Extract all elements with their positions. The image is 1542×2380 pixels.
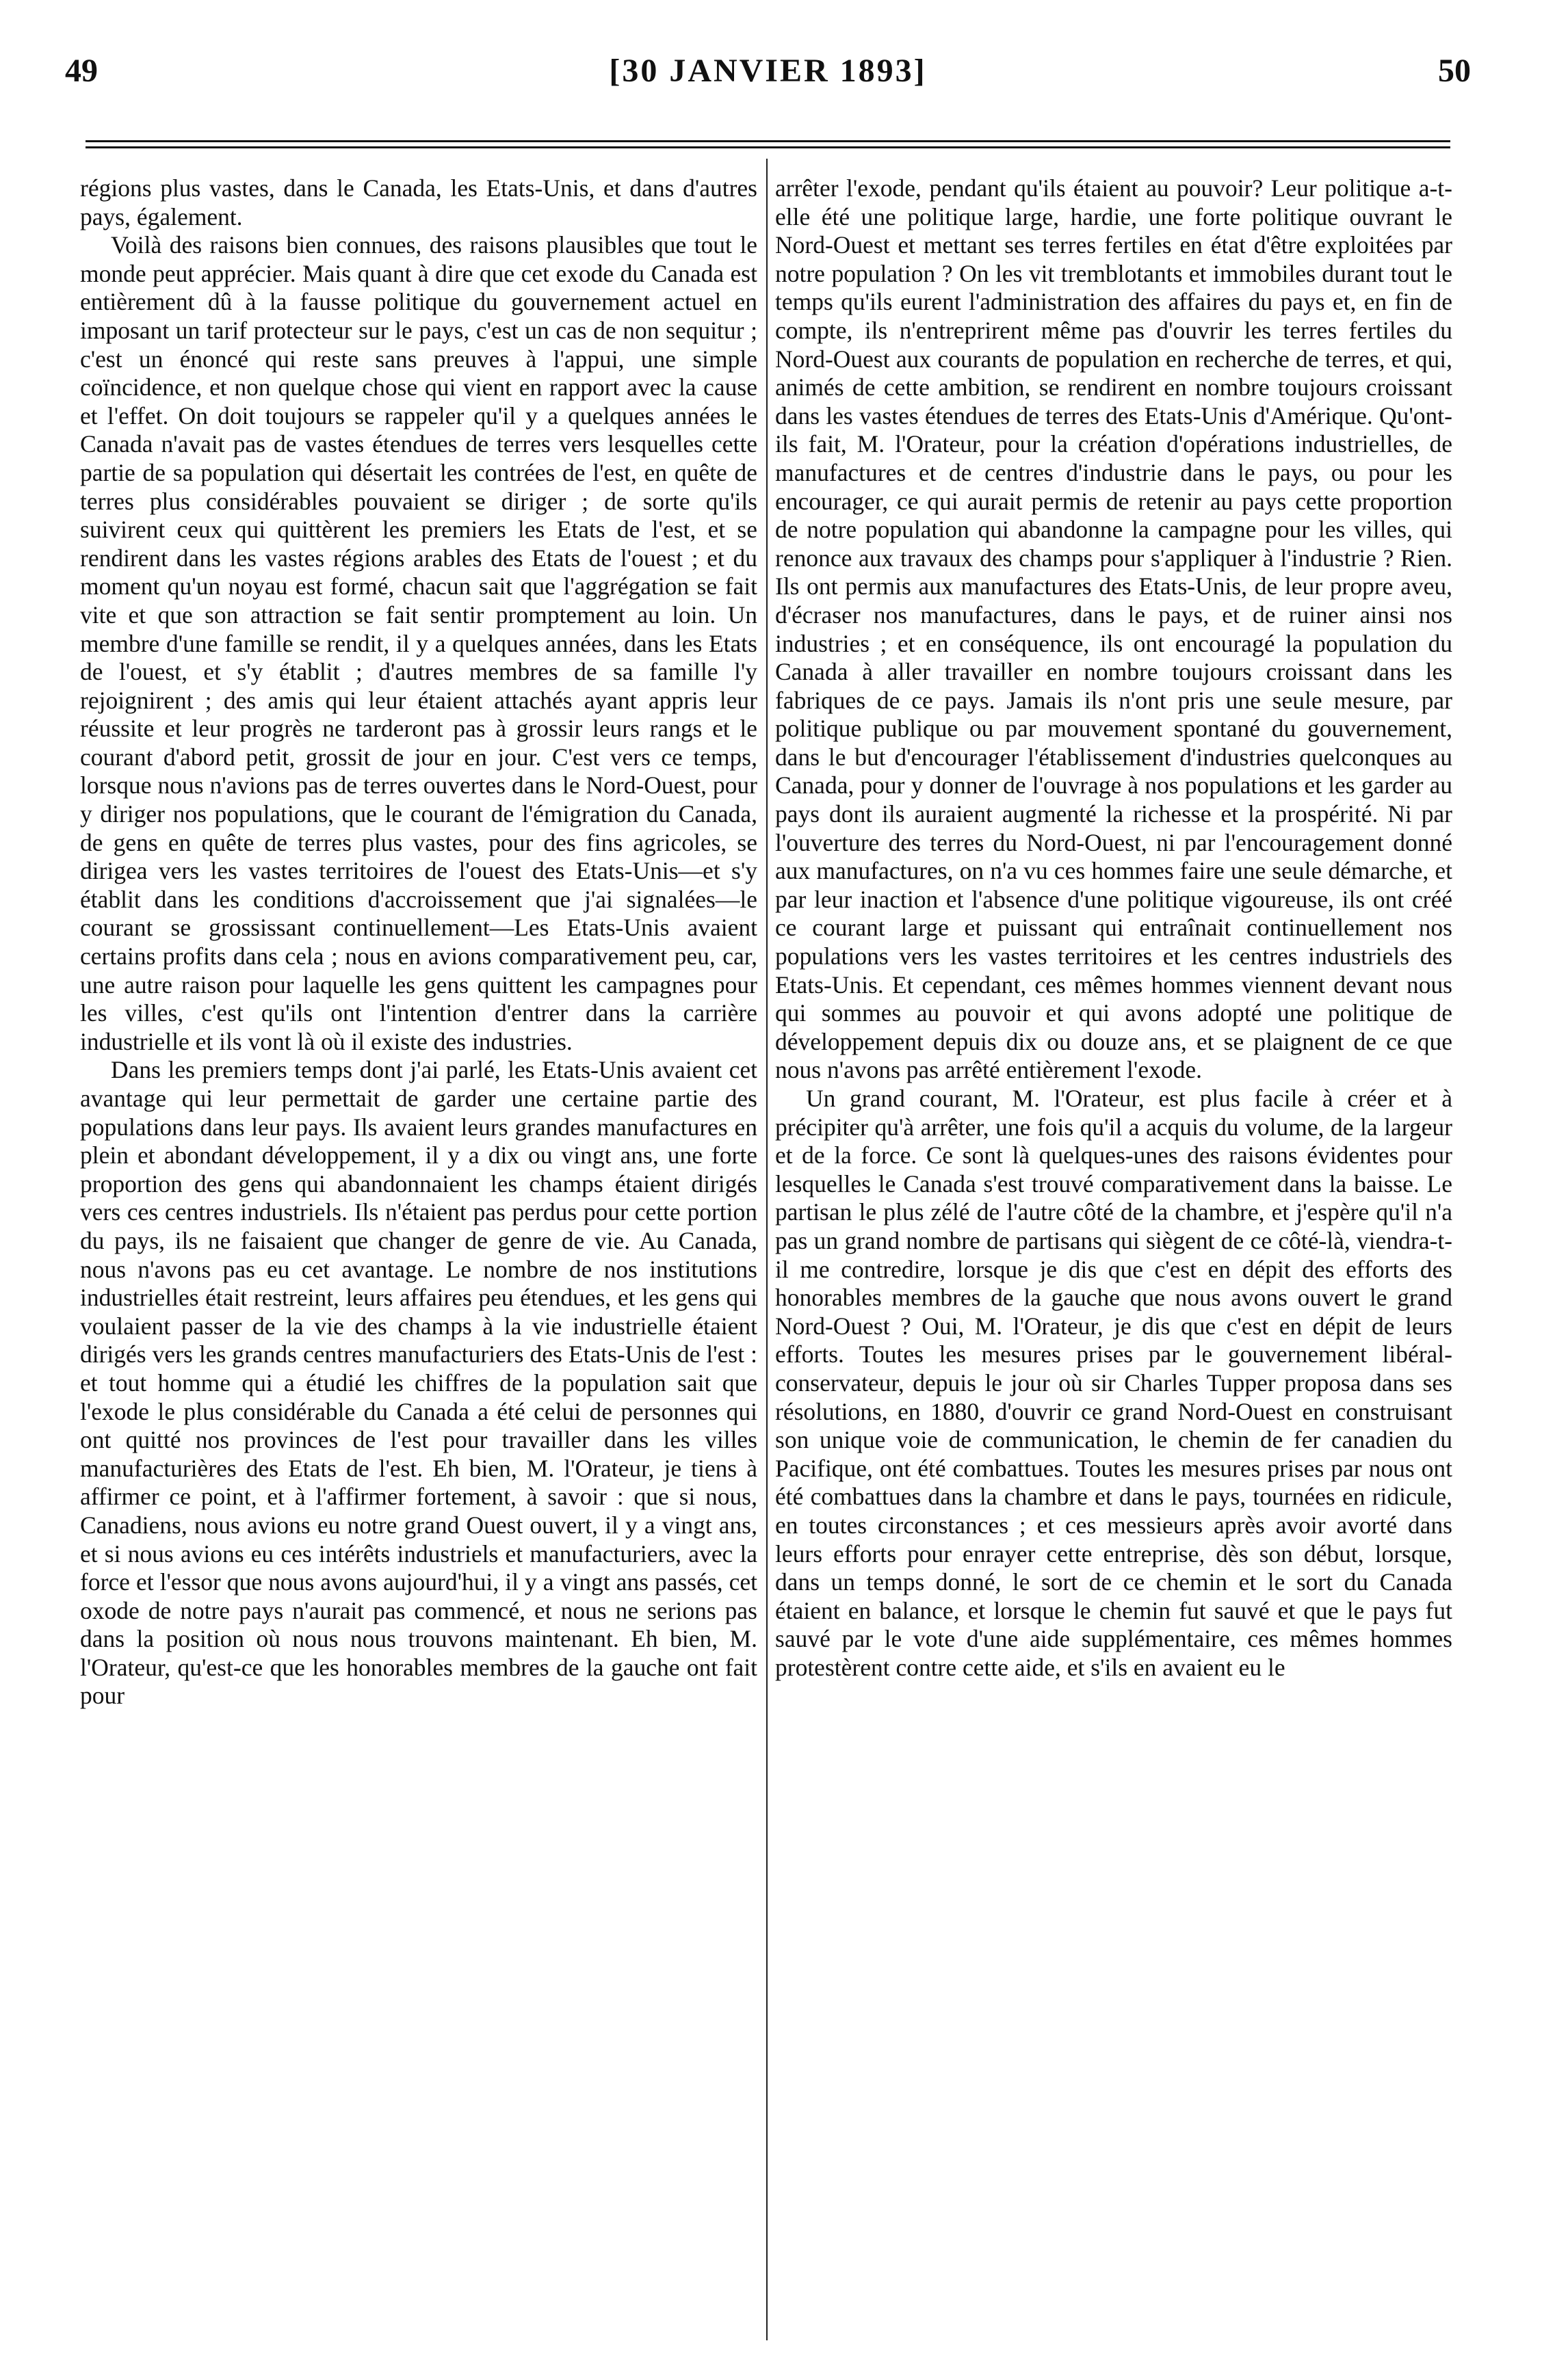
column-divider [766,159,768,2340]
paragraph: régions plus vastes, dans le Canada, les Etats-Unis, et dans d'autres pays, également. [80,174,757,230]
paragraph: Dans les premiers temps dont j'ai parlé, les Etats-Unis avaient cet avantage qui leur permettait de garder une certaine partie des populations dans leur pays. Ils avaient leurs grandes manufactures en plein et abondant développement, il y a dix ou vingt ans, une forte proportion des gens qui abandonnaient les champs étaient dirigés vers ces centres industriels. Ils n'étaient pas perdus pour cette portion du pays, ils ne faisaient que changer de genre de vie. Au Canada, nous n'avons pas eu cet avantage. Le nombre de nos institutions industrielles était restreint, leurs affaires peu étendues, et les gens qui voulaient passer de la vie des champs à la vie industrielle étaient dirigés vers les grands centres manufacturiers des Etats-Unis de l'est : et tout homme qui a étudié les chiffres de la population sait que l'exode le plus considérable du Canada a été celui de personnes qui ont quitté nos provinces de l'est pour travailler dans les villes manufacturières des Etats de l'est. Eh bien, M. l'Orateur, je tiens à affirmer ce point, et à l'affirmer fortement, à savoir : que si nous, Canadiens, nous avions eu notre grand Ouest ouvert, il y a vingt ans, et si nous avions eu ces intérêts industriels et manufacturiers, avec la force et l'essor que nous avons aujourd'hui, il y a vingt ans passés, cet oxode de notre pays n'aurait pas commencé, et nous ne serions pas dans la position où nous nous trouvons maintenant. Eh bien, M. l'Orateur, qu'est-ce que les honorables membres de la gauche ont fait pour [80,1056,757,1710]
page-header [65,52,1471,114]
session-date: [30 JANVIER 1893] [609,53,927,89]
paragraph: Un grand courant, M. l'Orateur, est plus facile à créer et à précipiter qu'à arrêter, une fois qu'il a acquis du volume, de la largeur et de la force. Ce sont là quelques-unes des raisons évidentes pour lesquelles le Canada s'est trouvé comparativement dans la baisse. Le partisan le plus zélé de l'autre côté de la chambre, et j'espère qu'il n'a pas un grand nombre de partisans qui siègent de ce côté-là, viendra-t-il me contredire, lorsque je dis que c'est en dépit des efforts des honorables membres de la gauche que nous avons ouvert le grand Nord-Ouest ? Oui, M. l'Orateur, je dis que c'est en dépit de leurs efforts. Toutes les mesures prises par le gouvernement libéral-conservateur, depuis le jour où sir Charles Tupper proposa dans ses résolutions, en 1880, d'ouvrir ce grand Nord-Ouest en construisant son unique voie de communication, le chemin de fer canadien du Pacifique, ont été combattues. Toutes les mesures prises par nous ont été combattues dans la chambre et dans le pays, tournées en ridicule, en toutes circonstances ; et ces messieurs après avoir avorté dans leurs efforts pour enrayer cette entreprise, dès son début, lorsque, dans un temps donné, le sort de ce chemin et le sort du Canada étaient en balance, et lorsque le chemin fut sauvé et que le pays fut sauvé par le vote d'une aide supplémentaire, ces mêmes hommes protestèrent contre cette aide, et s'ils en avaient eu le [775,1085,1452,1681]
paragraph: Voilà des raisons bien connues, des raisons plausibles que tout le monde peut apprécier. Mais quant à dire que cet exode du Canada est entièrement dû à la fausse politique du gouvernement actuel en imposant un tarif protecteur sur le pays, c'est un cas de non sequitur ; c'est un énoncé qui reste sans preuves à l'appui, une simple coïncidence, et non quelque chose qui vient en rapport avec la cause et l'effet. On doit toujours se rappeler qu'il y a quelques années le Canada n'avait pas de vastes étendues de terres vers lesquelles cette partie de sa population qui désertait les contrées de l'est, en quête de terres plus considérables pouvaient se diriger ; de sorte qu'ils suivirent ceux qui quittèrent les premiers les Etats de l'est, et se rendirent dans les vastes régions arables des Etats de l'ouest ; et du moment qu'un noyau est formé, chacun sait que l'aggrégation se fait vite et que son attraction se fait sentir promptement au loin. Un membre d'une famille se rendit, il y a quelques années, dans les Etats de l'ouest, et s'y établit ; d'autres membres de sa famille l'y rejoignirent ; des amis qui leur étaient attachés ayant appris leur réussite et leur progrès ne tarderont pas à grossir leurs rangs et le courant d'abord petit, grossit de jour en jour. C'est vers ce temps, lorsque nous n'avions pas de terres ouvertes dans le Nord-Ouest, pour y diriger nos populations, que le courant de l'émigration du Canada, de gens en quête de terres plus vastes, pour des fins agricoles, se dirigea vers les vastes territoires de l'ouest des Etats-Unis—et s'y établit dans les conditions d'accroissement que j'ai signalées—le courant se grossissant continuellement—Les Etats-Unis avaient certains profits dans cela ; nous en avions comparativement peu, car, une autre raison pour laquelle les gens quittent les campagnes pour les villes, c'est qu'ils ont l'intention d'entrer dans la carrière industrielle et ils vont là où il existe des industries. [80,231,757,1055]
right-column [775,174,1452,2329]
page-number-right: 50 [1438,53,1471,89]
header-rule-bottom [86,146,1450,148]
header-rule-top [86,140,1450,142]
page-number-left: 49 [65,53,98,89]
paragraph: arrêter l'exode, pendant qu'ils étaient au pouvoir? Leur politique a-t-elle été une politique large, hardie, une forte politique ouvrant le Nord-Ouest et mettant ses terres fertiles en état d'être exploitées par notre population ? On les vit tremblotants et immobiles durant tout le temps qu'ils eurent l'administration des affaires du pays et, en fin de compte, ils n'entreprirent même pas d'ouvrir les terres fertiles du Nord-Ouest aux courants de population en recherche de terres, et qui, animés de cette ambition, se rendirent en nombre toujours croissant dans les vastes étendues de terres des Etats-Unis d'Amérique. Qu'ont-ils fait, M. l'Orateur, pour la création d'opérations industrielles, de manufactures et de centres d'industrie dans le pays, ou pour les encourager, ce qui aurait permis de retenir au pays cette proportion de notre population qui abandonne la campagne pour les villes, qui renonce aux travaux des champs pour s'appliquer à l'industrie ? Rien. Ils ont permis aux manufactures des Etats-Unis, de leur propre aveu, d'écraser nos manufactures, dans le pays, et de ruiner ainsi nos industries ; et en conséquence, ils ont encouragé la population du Canada à aller travailler en nombre toujours croissant dans les fabriques de ce pays. Jamais ils n'ont pris une seule mesure, par politique publique ou par mouvement spontané du gouvernement, dans le but d'encourager l'établissement d'industries quelconques au Canada, pour y donner de l'ouvrage à nos populations et les garder au pays dont ils auraient augmenté la richesse et la prospérité. Ni par l'ouverture des terres du Nord-Ouest, ni par l'encouragement donné aux manufactures, on n'a vu ces hommes faire une seule démarche, et par leur inaction et l'absence d'une politique vigoureuse, ils ont créé ce courant large et puissant qui entraînait continuellement nos populations vers les vastes territoires et les centres industriels des Etats-Unis. Et cependant, ces mêmes hommes viennent devant nous qui sommes au pouvoir et qui avons adopté une politique de développement depuis dix ou douze ans, et se plaignent de ce que nous n'avons pas arrêté entièrement l'exode. [775,174,1452,1084]
left-column [80,174,757,2329]
